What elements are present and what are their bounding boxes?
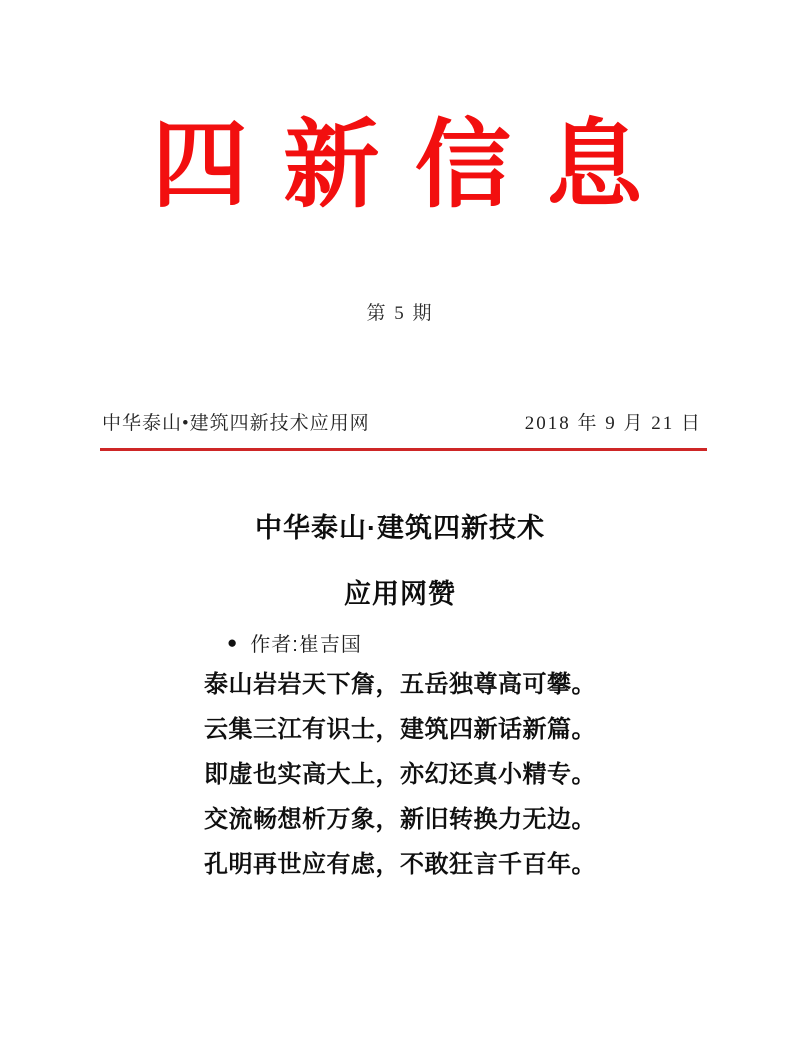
poem-line: 孔明再世应有虑，不敢狂言千百年。 [204, 852, 596, 878]
header-rule [100, 448, 707, 451]
author-name: 作者:崔吉国 [250, 634, 362, 656]
poem-line: 泰山岩岩天下詹，五岳独尊高可攀。 [204, 672, 596, 698]
site-name: 中华泰山•建筑四新技术应用网 [102, 413, 370, 434]
issue-number: 第 5 期 [366, 303, 434, 324]
poem-line: 交流畅想析万象，新旧转换力无边。 [204, 807, 596, 833]
poem-line: 即虚也实高大上，亦幻还真小精专。 [204, 762, 596, 788]
poem-line: 云集三江有识士，建筑四新话新篇。 [204, 717, 596, 743]
author-line [227, 628, 362, 657]
publication-date: 2018 年 9 月 21 日 [524, 413, 702, 434]
masthead-title: 四 新 信 息 [151, 112, 649, 219]
article-title-line2: 应用网赞 [344, 579, 456, 609]
article-title-line1: 中华泰山·建筑四新技术 [255, 513, 545, 543]
publication-header [102, 408, 702, 435]
bullet-icon: ● [227, 633, 239, 652]
poem-block [0, 663, 800, 888]
